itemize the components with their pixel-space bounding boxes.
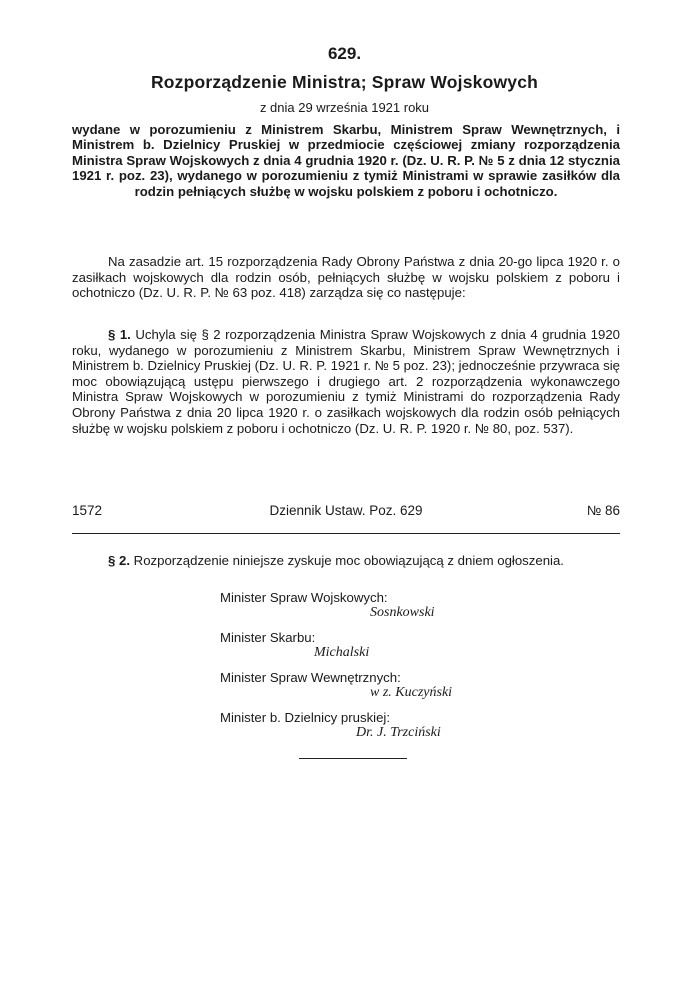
signature-treasury [220, 630, 620, 660]
act-title: Rozporządzenie Ministra; Spraw Wojskowych [150, 72, 539, 92]
signature-interior [220, 670, 620, 700]
footer-divider [72, 533, 620, 534]
signature-name: Michalski [314, 645, 370, 660]
signature-name: Dr. J. Trzciński [356, 725, 441, 740]
signature-prussian-district [220, 710, 620, 740]
page-footer [72, 503, 620, 518]
signature-role: Minister b. Dzielnicy pruskiej: [220, 710, 391, 725]
signature-block [220, 590, 620, 750]
footer-journal-title: Dziennik Ustaw. Poz. 629 [269, 503, 423, 518]
signature-military [220, 590, 620, 620]
signature-name: Sosnkowski [370, 605, 435, 620]
section-2-text: Rozporządzenie niniejsze zyskuje moc obowiązującą z dniem ogłoszenia. [133, 553, 564, 568]
footer-page-number: 1572 [72, 503, 103, 518]
act-number: 629. [327, 44, 362, 63]
act-date: z dnia 29 września 1921 roku [259, 100, 430, 115]
signature-role: Minister Spraw Wewnętrznych: [220, 670, 401, 685]
section-1-label: § 1. [108, 327, 131, 342]
signature-role: Minister Spraw Wojskowych: [220, 590, 388, 605]
section-2-paragraph [72, 553, 620, 569]
signature-name: w z. Kuczyński [370, 685, 453, 700]
section-1-paragraph [72, 327, 620, 436]
footer-issue-number: № 86 [586, 503, 620, 518]
section-1-text: Uchyla się § 2 rozporządzenia Ministra Spraw Wojskowych z dnia 4 grudnia 1920 roku, wydanego w porozumieniu z Ministrem Skarbu, Ministrem Spraw Wewnętrznych i Ministrem b. Dzielnicy Pruskiej (Dz. U. R. P. 1921 r. № 5 poz. 23); jednocześnie przywraca się moc obowiązującą ustępu pierwszego i drugiego art. 2 rozporządzenia wykonawczego Ministra Spraw Wojskowych w porozumieniu z tymiż Ministrami do rozporządzenia Rady Obrony Państwa z dnia 20 lipca 1920 r. o zasiłkach wojskowych dla rodzin osób pełniących służbę w wojsku polskiem z poboru i ochotniczo (Dz. U. R. P. 1920 r. № 80, poz. 537). [72, 327, 620, 436]
intro-paragraph: Na zasadzie art. 15 rozporządzenia Rady Obrony Państwa z dnia 20-go lipca 1920 r. o zasiłkach wojskowych dla rodzin osób, pełniących służbę w wojsku polskiem z poboru i ochotniczo (Dz. U. R. P. № 63 poz. 418) zarządza się co następuje: [72, 254, 620, 301]
section-2-label: § 2. [108, 553, 130, 568]
signature-role: Minister Skarbu: [220, 630, 316, 645]
act-subtitle: wydane w porozumieniu z Ministrem Skarbu, Ministrem Spraw Wewnętrznych, i Ministrem b. Dzielnicy Pruskiej w przedmiocie częściowej zmiany rozporządzenia Ministra Spraw Wojskowych z dnia 4 grudnia 1920 r. (Dz. U. R. P. № 5 z dnia 12 stycznia 1921 r. poz. 23), wydanego w porozumieniu z tymiż Ministrami w sprawie zasiłków dla rodzin pełniących służbę w wojsku polskiem z poboru i ochotniczo. [72, 122, 620, 199]
end-rule [299, 758, 407, 759]
